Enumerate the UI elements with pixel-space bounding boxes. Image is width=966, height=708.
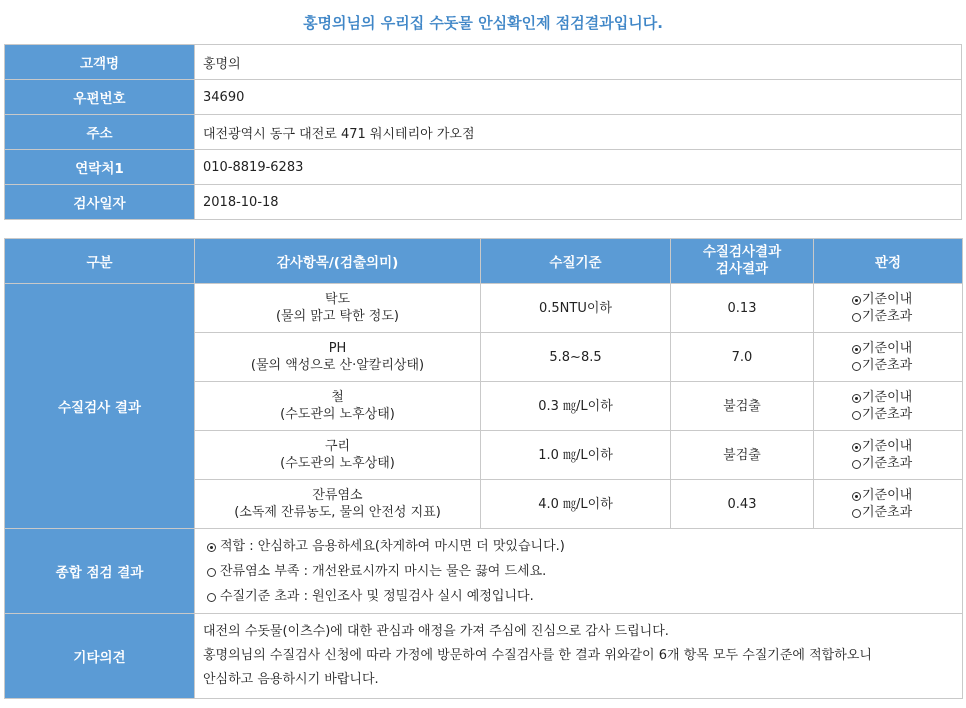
info-row-zip bbox=[5, 80, 962, 115]
summary-row bbox=[5, 529, 963, 614]
comment-line: 안심하고 음용하시기 바랍니다. bbox=[203, 672, 379, 687]
judgment-option-exceed[interactable] bbox=[852, 504, 962, 521]
option-label: 기준이내 bbox=[862, 341, 913, 356]
comment-line: 대전의 수돗물(이츠수)에 대한 관심과 애정을 가져 주심에 진심으로 감사 드립니다. bbox=[203, 624, 669, 639]
comment-row bbox=[5, 614, 963, 699]
summary-option-low-chlorine[interactable] bbox=[207, 559, 962, 584]
table-row bbox=[5, 284, 963, 333]
standard-cell: 5.8~8.5 bbox=[481, 333, 671, 382]
radio-icon[interactable] bbox=[207, 543, 216, 552]
results-header-row bbox=[5, 239, 963, 284]
result-cell: 불검출 bbox=[671, 382, 814, 431]
option-label: 기준초과 bbox=[862, 505, 913, 520]
item-name: 철 bbox=[331, 390, 344, 405]
header-standard: 수질기준 bbox=[481, 239, 671, 284]
judgment-option-exceed[interactable] bbox=[852, 308, 962, 325]
option-label: 기준이내 bbox=[862, 439, 913, 454]
judgment-option-within[interactable] bbox=[852, 487, 962, 504]
header-category: 구분 bbox=[5, 239, 195, 284]
info-label: 고객명 bbox=[5, 45, 195, 80]
info-label: 연락처1 bbox=[5, 150, 195, 185]
info-value: 010-8819-6283 bbox=[195, 150, 962, 185]
header-item: 감사항목/(검출의미) bbox=[195, 239, 481, 284]
option-label: 기준초과 bbox=[862, 309, 913, 324]
option-label: 적합 : 안심하고 음용하세요(차게하여 마시면 더 맛있습니다.) bbox=[220, 538, 565, 554]
radio-icon[interactable] bbox=[852, 443, 861, 452]
radio-icon[interactable] bbox=[852, 296, 861, 305]
judgment-cell bbox=[814, 431, 963, 480]
info-row-date bbox=[5, 185, 962, 220]
judgment-cell bbox=[814, 284, 963, 333]
option-label: 기준이내 bbox=[862, 292, 913, 307]
header-result bbox=[671, 239, 814, 284]
comment-text bbox=[195, 614, 963, 699]
customer-info-table bbox=[4, 44, 962, 220]
radio-icon[interactable] bbox=[852, 345, 861, 354]
info-row-address bbox=[5, 115, 962, 150]
item-meaning: (물의 액성으로 산·알칼리상태) bbox=[250, 358, 425, 373]
radio-icon[interactable] bbox=[852, 492, 861, 501]
radio-icon[interactable] bbox=[852, 394, 861, 403]
info-value: 34690 bbox=[195, 80, 962, 115]
summary-option-pass[interactable] bbox=[207, 534, 962, 559]
radio-icon[interactable] bbox=[207, 568, 216, 577]
option-label: 기준이내 bbox=[862, 488, 913, 503]
info-row-name bbox=[5, 45, 962, 80]
item-name: 구리 bbox=[324, 439, 351, 454]
item-name: 탁도 bbox=[324, 292, 351, 307]
option-label: 잔류염소 부족 : 개선완료시까지 마시는 물은 끓여 드세요. bbox=[220, 563, 547, 579]
info-row-phone bbox=[5, 150, 962, 185]
standard-cell: 1.0 ㎎/L이하 bbox=[481, 431, 671, 480]
summary-label: 종합 점검 결과 bbox=[5, 529, 195, 614]
info-label: 주소 bbox=[5, 115, 195, 150]
info-value: 2018-10-18 bbox=[195, 185, 962, 220]
judgment-cell bbox=[814, 480, 963, 529]
header-judgment: 판정 bbox=[814, 239, 963, 284]
option-label: 기준이내 bbox=[862, 390, 913, 405]
item-meaning: (물의 맑고 탁한 정도) bbox=[275, 309, 399, 324]
result-cell: 0.43 bbox=[671, 480, 814, 529]
standard-cell: 0.3 ㎎/L이하 bbox=[481, 382, 671, 431]
judgment-option-exceed[interactable] bbox=[852, 357, 962, 374]
item-meaning: (소독제 잔류농도, 물의 안전성 지표) bbox=[234, 505, 441, 520]
section-label: 수질검사 결과 bbox=[5, 284, 195, 529]
comment-label: 기타의견 bbox=[5, 614, 195, 699]
radio-icon[interactable] bbox=[852, 460, 861, 469]
standard-cell: 0.5NTU이하 bbox=[481, 284, 671, 333]
info-value: 홍명의 bbox=[195, 45, 962, 80]
item-name: PH bbox=[328, 341, 347, 356]
item-meaning: (수도관의 노후상태) bbox=[280, 456, 395, 471]
standard-cell: 4.0 ㎎/L이하 bbox=[481, 480, 671, 529]
judgment-option-within[interactable] bbox=[852, 438, 962, 455]
item-cell bbox=[195, 382, 481, 431]
option-label: 기준초과 bbox=[862, 407, 913, 422]
result-cell: 불검출 bbox=[671, 431, 814, 480]
summary-options bbox=[195, 529, 963, 614]
judgment-option-within[interactable] bbox=[852, 291, 962, 308]
radio-icon[interactable] bbox=[852, 509, 861, 518]
item-meaning: (수도관의 노후상태) bbox=[280, 407, 395, 422]
judgment-option-exceed[interactable] bbox=[852, 455, 962, 472]
item-name: 잔류염소 bbox=[312, 488, 363, 503]
info-label: 우편번호 bbox=[5, 80, 195, 115]
judgment-option-exceed[interactable] bbox=[852, 406, 962, 423]
judgment-option-within[interactable] bbox=[852, 340, 962, 357]
option-label: 기준초과 bbox=[862, 358, 913, 373]
comment-line: 홍명의님의 수질검사 신청에 따라 가정에 방문하여 수질검사를 한 결과 위와같이 6개 항목 모두 수질기준에 적합하오니 bbox=[203, 648, 872, 663]
judgment-cell bbox=[814, 382, 963, 431]
item-cell bbox=[195, 284, 481, 333]
item-cell bbox=[195, 431, 481, 480]
option-label: 수질기준 초과 : 원인조사 및 정밀검사 실시 예정입니다. bbox=[220, 588, 534, 604]
item-cell bbox=[195, 480, 481, 529]
radio-icon[interactable] bbox=[852, 313, 861, 322]
header-result-line1: 수질검사결과 bbox=[702, 244, 782, 260]
page-title: 홍명의님의 우리집 수돗물 안심확인제 점검결과입니다. bbox=[303, 14, 663, 32]
radio-icon[interactable] bbox=[852, 362, 861, 371]
header-result-line2: 검사결과 bbox=[715, 261, 769, 277]
radio-icon[interactable] bbox=[852, 411, 861, 420]
result-cell: 0.13 bbox=[671, 284, 814, 333]
summary-option-exceed[interactable] bbox=[207, 584, 962, 609]
info-value: 대전광역시 동구 대전로 471 워시테리아 가오점 bbox=[195, 115, 962, 150]
radio-icon[interactable] bbox=[207, 593, 216, 602]
result-cell: 7.0 bbox=[671, 333, 814, 382]
judgment-option-within[interactable] bbox=[852, 389, 962, 406]
info-label: 검사일자 bbox=[5, 185, 195, 220]
results-table bbox=[4, 238, 963, 699]
option-label: 기준초과 bbox=[862, 456, 913, 471]
item-cell bbox=[195, 333, 481, 382]
judgment-cell bbox=[814, 333, 963, 382]
